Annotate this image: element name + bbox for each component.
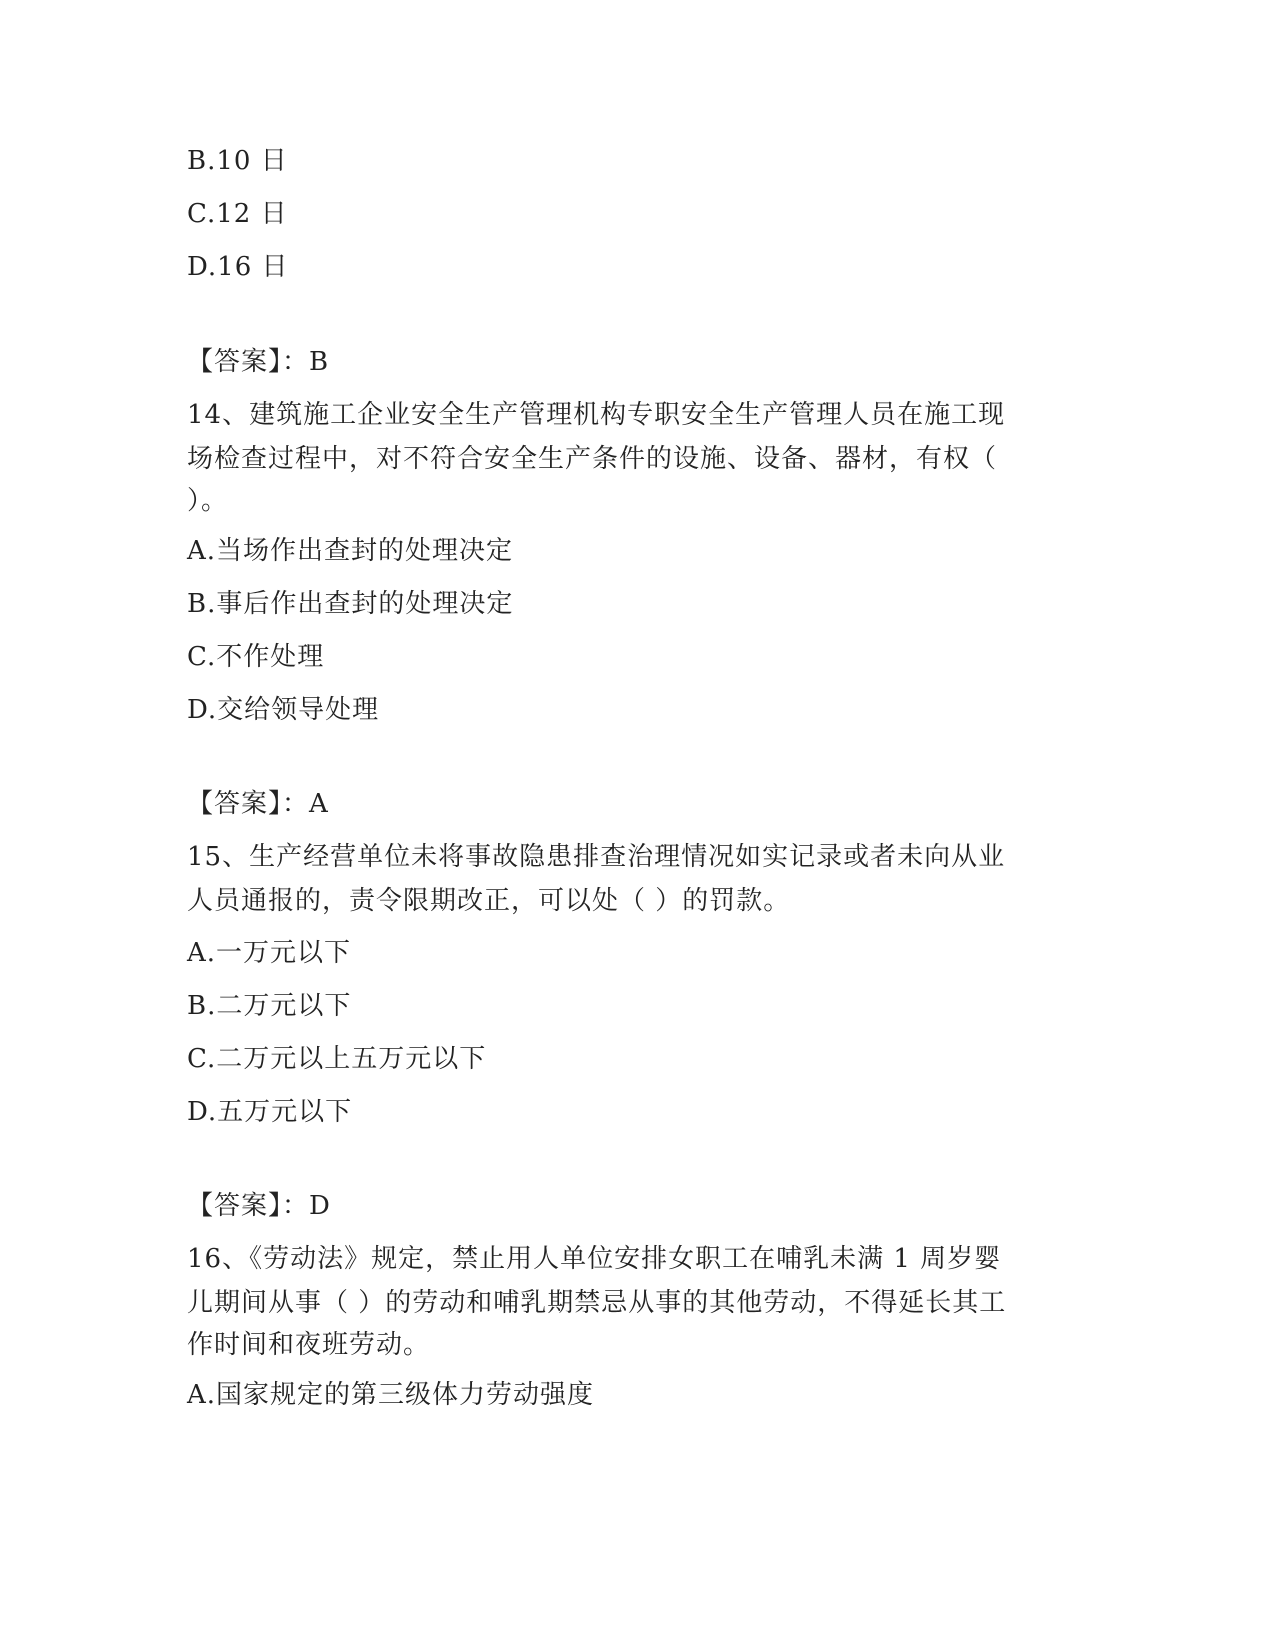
option-c: C.二万元以上五万元以下: [187, 1044, 487, 1074]
option-a: A.当场作出查封的处理决定: [187, 536, 514, 566]
question-stem-line: 16、《劳动法》规定，禁止用人单位安排女职工在哺乳未满 1 周岁婴: [187, 1244, 1002, 1274]
option-d: D.五万元以下: [187, 1097, 353, 1127]
answer-line: 【答案】：D: [187, 1191, 331, 1221]
answer-line: 【答案】：B: [187, 347, 330, 377]
question-stem-line: 作时间和夜班劳动。: [187, 1330, 431, 1360]
option-b: B.二万元以下: [187, 991, 352, 1021]
question-stem-line: 场检查过程中，对不符合安全生产条件的设施、设备、器材，有权（: [187, 444, 998, 474]
option-c: C.12 日: [187, 199, 288, 229]
option-a: A.国家规定的第三级体力劳动强度: [187, 1380, 595, 1410]
option-b: B.10 日: [187, 146, 288, 176]
question-stem-line: 儿期间从事（ ）的劳动和哺乳期禁忌从事的其他劳动，不得延长其工: [187, 1288, 1007, 1318]
answer-line: 【答案】：A: [187, 789, 329, 819]
question-stem-line: 人员通报的，责令限期改正，可以处（ ）的罚款。: [187, 886, 791, 916]
question-stem-line: ）。: [187, 486, 229, 516]
option-d: D.16 日: [187, 252, 289, 282]
question-stem-line: 14、建筑施工企业安全生产管理机构专职安全生产管理人员在施工现: [187, 400, 1006, 430]
option-d: D.交给领导处理: [187, 695, 380, 725]
option-b: B.事后作出查封的处理决定: [187, 589, 514, 619]
option-c: C.不作处理: [187, 642, 325, 672]
question-stem-line: 15、生产经营单位未将事故隐患排查治理情况如实记录或者未向从业: [187, 842, 1006, 872]
option-a: A.一万元以下: [187, 938, 352, 968]
